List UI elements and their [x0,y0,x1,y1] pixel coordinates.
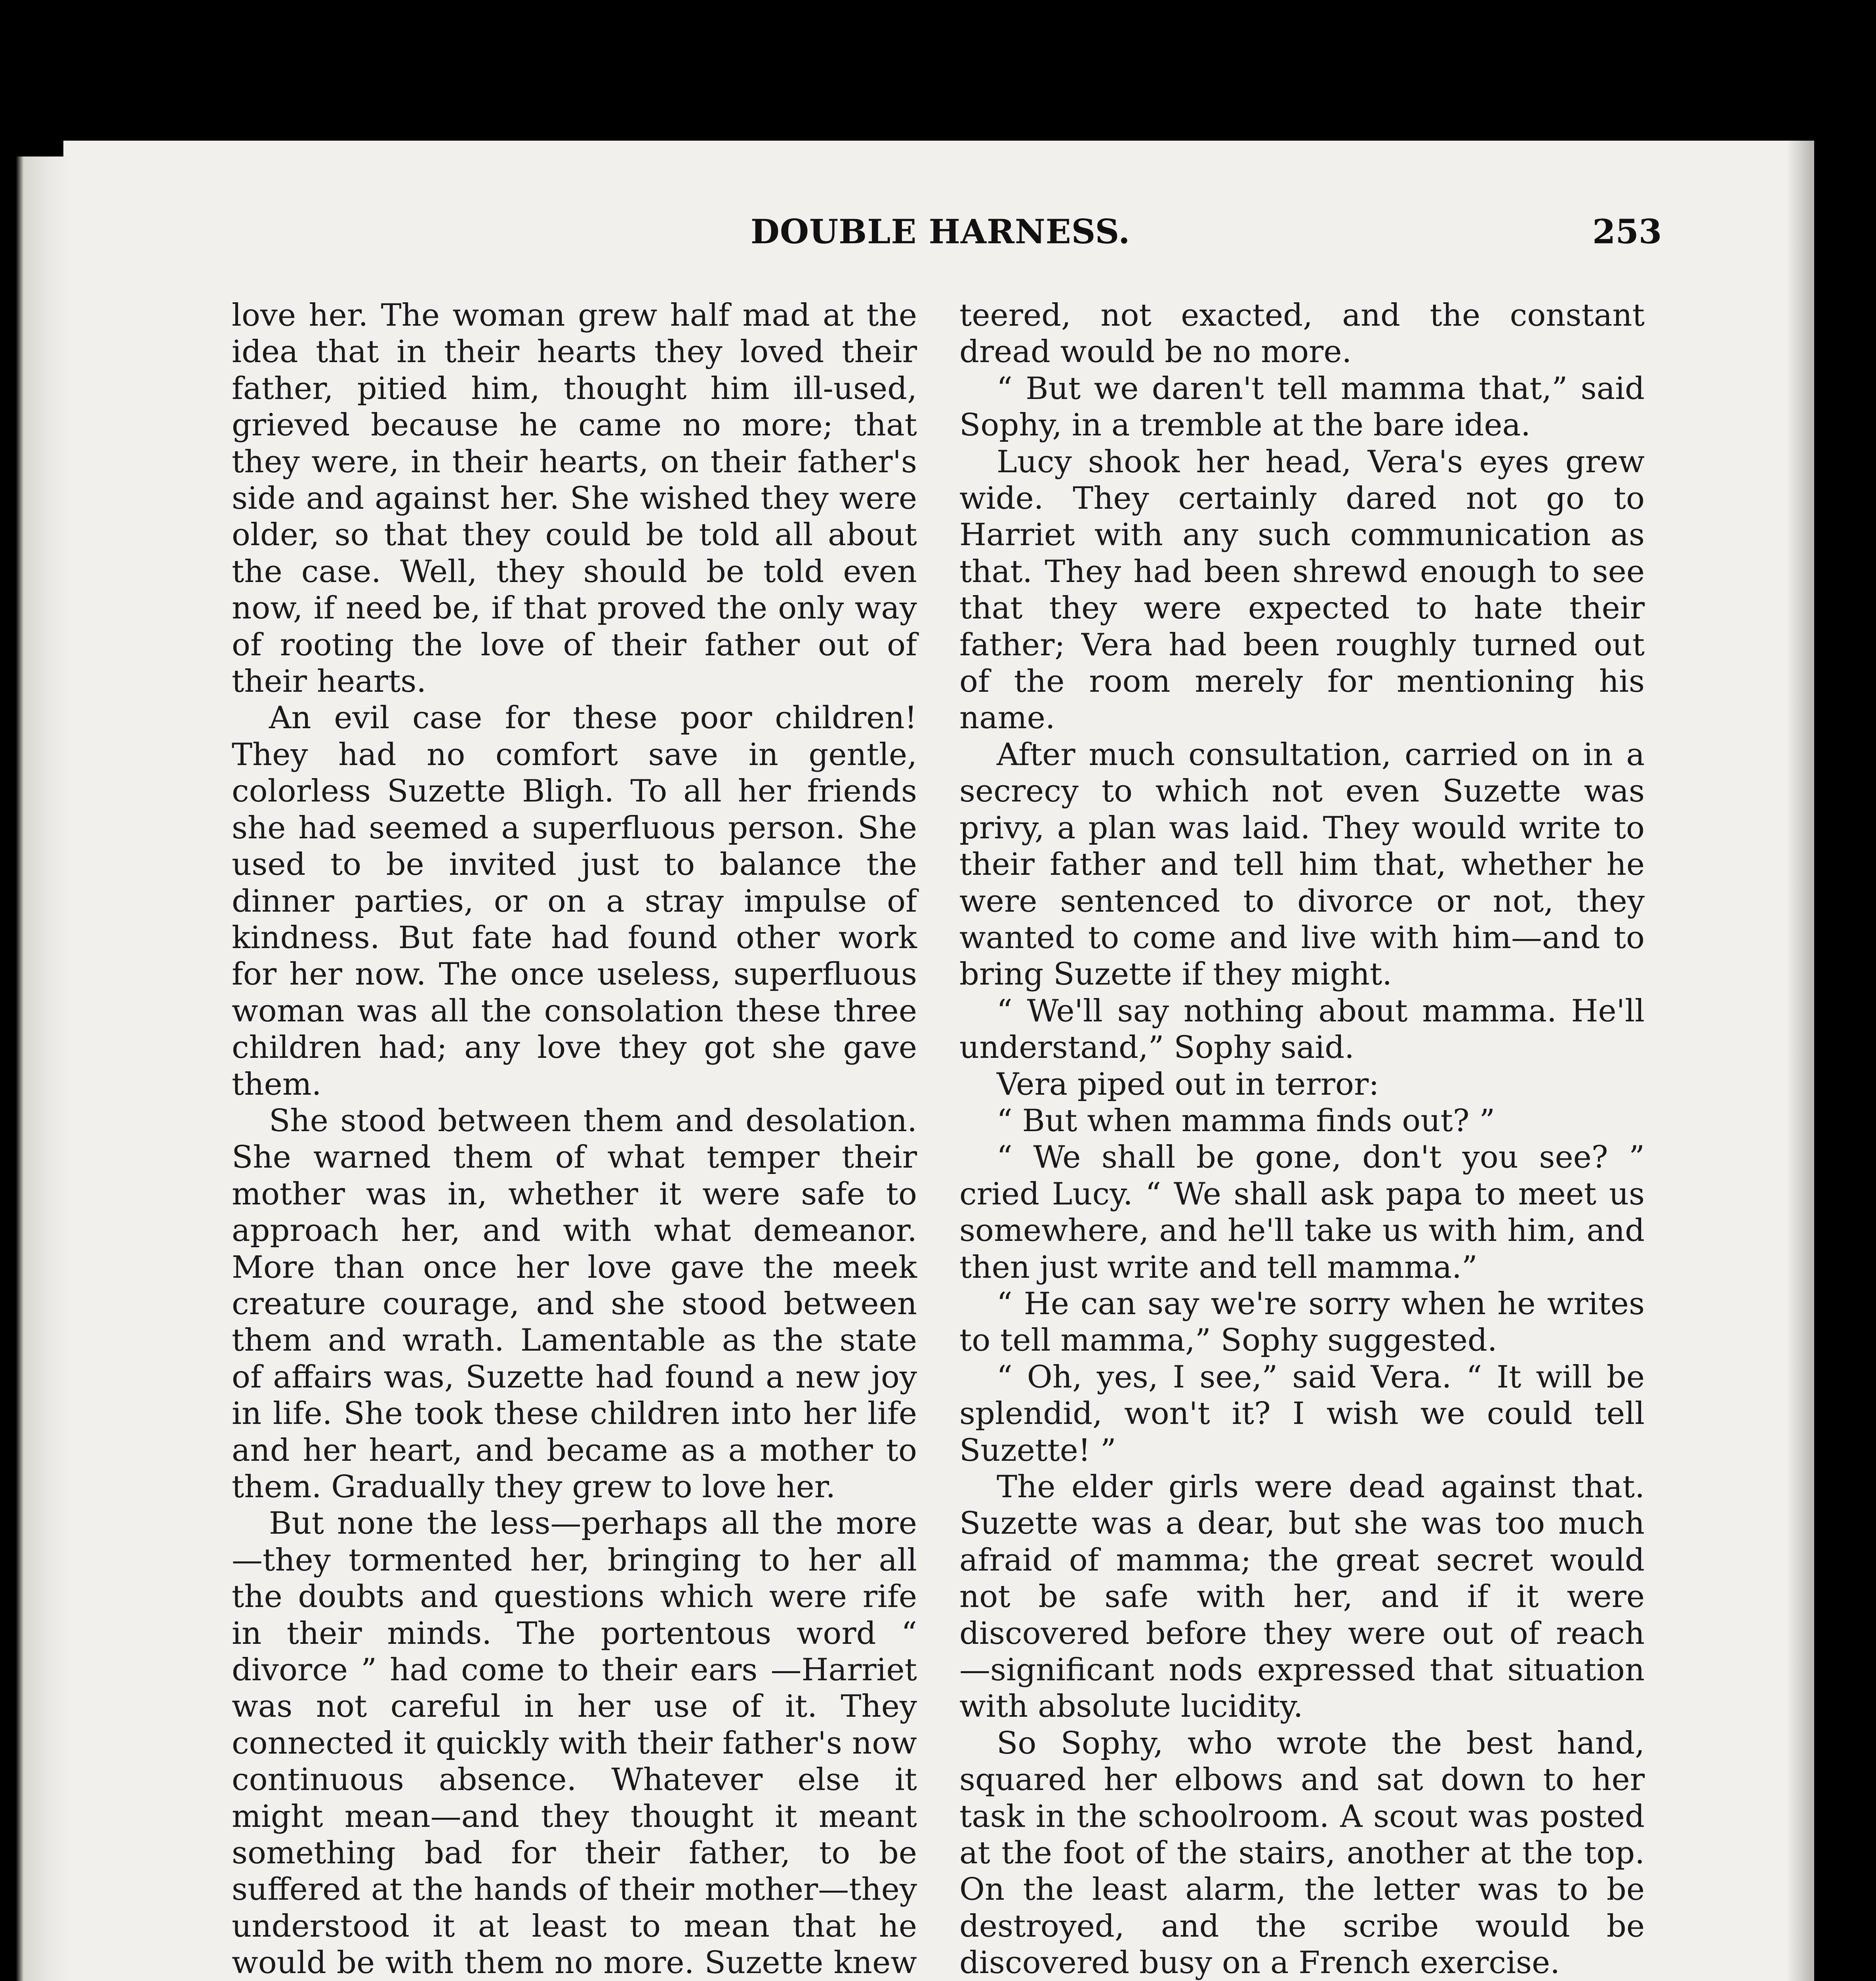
paragraph: Lucy shook her head, Vera's eyes grew wide. They certainly dared not go to Harriet with any such communication as that. They had been shrewd enough to see that they were expected to hate their father; Vera had been roughly turned out of the room merely for mentioning his name. [959,444,1645,736]
previous-page-edge [0,156,71,1981]
running-title: DOUBLE HARNESS. [751,212,1131,251]
paragraph: “ But when mamma finds out? ” [997,1103,1495,1139]
paragraph: But none the less—perhaps all the more—they tormented her, bringing to her all the doubts and questions which were rife in their minds. The portentous word “ divorce ” had come to their ears —Harriet was not careful in her use of it. They connected it quickly with their father's now continuous absence. Whatever else it might mean—and they thought it meant something bad for their father, to be suffered at the hands of their mother—they understood it at least to mean that he would be with them no more. Suzette knew [232,1506,917,1981]
paragraph: “ Oh, yes, I see,” said Vera. “ It will be splendid, won't it? I wish we could tell Suzette! ” [959,1359,1645,1468]
paragraph: teered, not exacted, and the constant dread would be no more. [959,298,1645,370]
paragraph: “ He can say we're sorry when he writes to tell mamma,” Sophy suggested. [959,1286,1645,1359]
paragraph: An evil case for these poor children! They had no comfort save in gentle, colorless Suzette Bligh. To all her friends she had seemed a superfluous person. She used to be invited just to balance the dinner parties, or on a stray impulse of kindness. But fate had found other work for her now. The once useless, superfluous woman was all the consolation these three children had; any love they got she gave them. [232,700,917,1102]
left-text-column [232,297,917,1981]
right-text-column [959,297,1645,1981]
paragraph: “ We shall be gone, don't you see? ” cried Lucy. “ We shall ask papa to meet us somewhere, and he'll take us with him, and then just write and tell mamma.” [959,1139,1645,1285]
page-number: 253 [1592,212,1662,251]
paragraph: “ We'll say nothing about mamma. He'll understand,” Sophy said. [959,993,1645,1066]
page-shadow [1786,141,1814,1981]
paragraph: “ But we daren't tell mamma that,” said Sophy, in a tremble at the bare idea. [959,370,1645,443]
paragraph: After much consultation, carried on in a secrecy to which not even Suzette was privy, a plan was laid. They would write to their father and tell him that, whether he were sentenced to divorce or not, they wanted to come and live with him—and to bring Suzette if they might. [959,737,1645,992]
paragraph: love her. The woman grew half mad at the idea that in their hearts they loved their father, pitied him, thought him ill-used, grieved because he came no more; that they were, in their hearts, on their father's side and against her. She wished they were older, so that they could be told all about the case. Well, they should be told even now, if need be, if that proved the only way of rooting the love of their father out of their hearts. [232,298,917,700]
book-page [63,141,1814,1981]
paragraph: Vera piped out in terror: [997,1066,1379,1102]
paragraph: She stood between them and desolation. She warned them of what temper their mother was in, whether it were safe to approach her, and with what demeanor. More than once her love gave the meek creature courage, and she stood between them and wrath. Lamentable as the state of affairs was, Suzette had found a new joy in life. She took these children into her life and her heart, and became as a mother to them. Gradually they grew to love her. [232,1103,917,1505]
paragraph: So Sophy, who wrote the best hand, squared her elbows and sat down to her task in the schoolroom. A scout was posted at the foot of the stairs, another at the top. On the least alarm, the letter was to be destroyed, and the scribe would be discovered busy on a French exercise. [959,1725,1645,1981]
paragraph: The elder girls were dead against that. Suzette was a dear, but she was too much afraid of mamma; the great secret would not be safe with her, and if it were discovered before they were out of reach —significant nods expressed that situation with absolute lucidity. [959,1469,1645,1725]
